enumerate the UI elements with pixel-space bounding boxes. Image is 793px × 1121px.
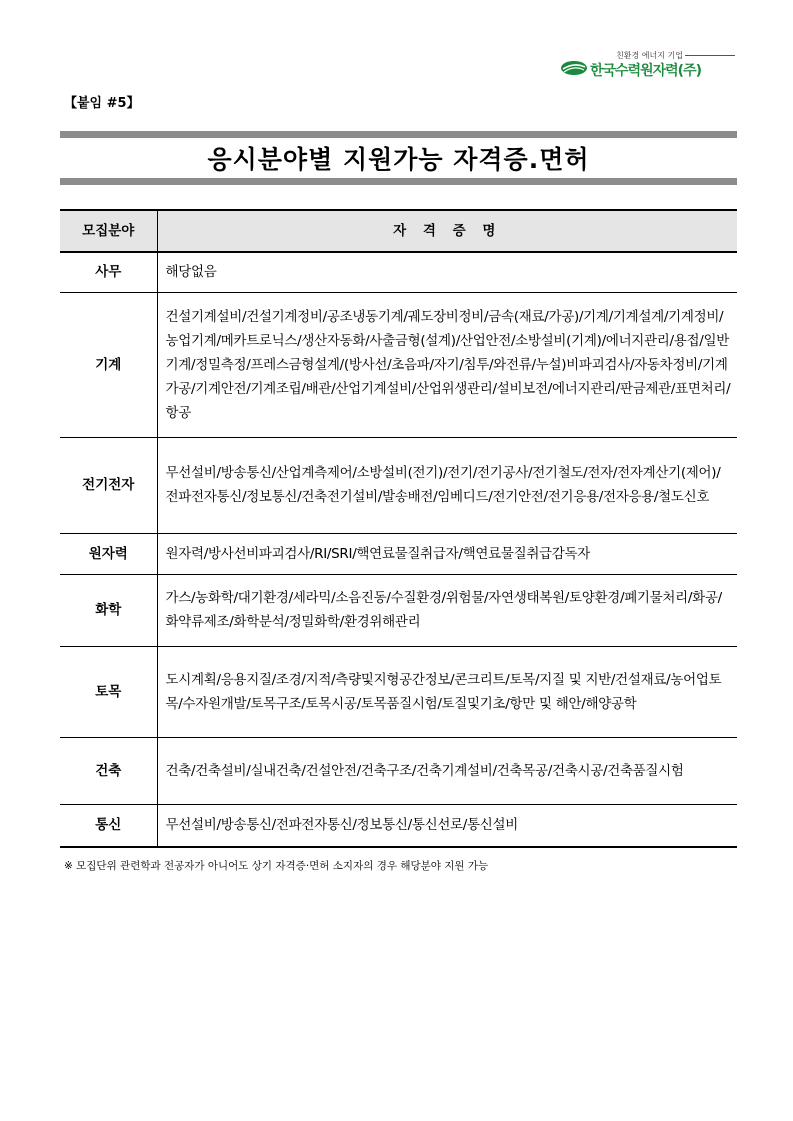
table-row bbox=[60, 533, 737, 574]
table-row bbox=[60, 292, 737, 437]
certificates-cell: 무선설비/방송통신/산업계측제어/소방설비(전기)/전기/전기공사/전기철도/전자/전자계산기(제어)/전파전자통신/정보통신/건축전기설비/발송배전/임베디드/전기안전/전기응용/전자응용/철도신호 bbox=[157, 437, 737, 533]
certificates-cell: 도시계획/응용지질/조경/지적/측량및지형공간정보/콘크리트/토목/지질 및 지반/건설재료/농어업토목/수자원개발/토목구조/토목시공/토목품질시험/토질및기초/항만 및 해안/해양공학 bbox=[157, 646, 737, 737]
company-logo-icon bbox=[560, 60, 588, 76]
table-row bbox=[60, 804, 737, 847]
certificates-cell: 건설기계설비/건설기계정비/공조냉동기계/궤도장비정비/금속(재료/가공)/기계/기계설계/기계정비/농업기계/메카트로닉스/생산자동화/사출금형(설계)/산업안전/소방설비(기계)/에너지관리/용접/일반기계/정밀측정/프레스금형설계/(방사선/초음파/자기/침투/와전류/누설)비파괴검사/자동차정비/기계가공/기계안전/기계조립/배관/산업기계설비/산업위생관리/설비보전/에너지관리/판금제관/표면처리/항공 bbox=[157, 292, 737, 437]
tagline-divider bbox=[685, 55, 735, 56]
certificates-cell: 원자력/방사선비파괴검사/RI/SRI/핵연료물질취급자/핵연료물질취급감독자 bbox=[157, 533, 737, 574]
field-cell: 토목 bbox=[60, 646, 157, 737]
page-title: 응시분야별 지원가능 자격증.면허 bbox=[207, 145, 590, 174]
field-cell: 건축 bbox=[60, 737, 157, 804]
table-header-row bbox=[60, 210, 737, 252]
attachment-label: 【붙임 #5】 bbox=[64, 96, 140, 111]
header-certificates: 자 격 증 명 bbox=[157, 210, 737, 252]
footnote: ※ 모집단위 관련학과 전공자가 아니어도 상기 자격증·면허 소지자의 경우 해당분야 지원 가능 bbox=[64, 860, 489, 872]
title-bar-bottom bbox=[60, 178, 737, 185]
company-name: 한국수력원자력(주) bbox=[590, 63, 701, 79]
certificates-cell: 건축/건축설비/실내건축/건설안전/건축구조/건축기계설비/건축목공/건축시공/건축품질시험 bbox=[157, 737, 737, 804]
table-row bbox=[60, 646, 737, 737]
field-cell: 사무 bbox=[60, 252, 157, 292]
table-row bbox=[60, 252, 737, 292]
field-cell: 기계 bbox=[60, 292, 157, 437]
table-row bbox=[60, 574, 737, 646]
certificate-table bbox=[60, 209, 737, 848]
company-tagline: 친환경 에너지 기업 bbox=[616, 51, 683, 60]
title-bar-top bbox=[60, 131, 737, 138]
field-cell: 화학 bbox=[60, 574, 157, 646]
header-field: 모집분야 bbox=[60, 210, 157, 252]
certificates-cell: 무선설비/방송통신/전파전자통신/정보통신/통신선로/통신설비 bbox=[157, 804, 737, 847]
field-cell: 통신 bbox=[60, 804, 157, 847]
certificates-cell: 해당없음 bbox=[157, 252, 737, 292]
table-row bbox=[60, 737, 737, 804]
field-cell: 전기전자 bbox=[60, 437, 157, 533]
table-row bbox=[60, 437, 737, 533]
certificates-cell: 가스/농화학/대기환경/세라믹/소음진동/수질환경/위험물/자연생태복원/토양환경/폐기물처리/화공/화약류제조/화학분석/정밀화학/환경위해관리 bbox=[157, 574, 737, 646]
company-logo bbox=[560, 50, 735, 80]
field-cell: 원자력 bbox=[60, 533, 157, 574]
